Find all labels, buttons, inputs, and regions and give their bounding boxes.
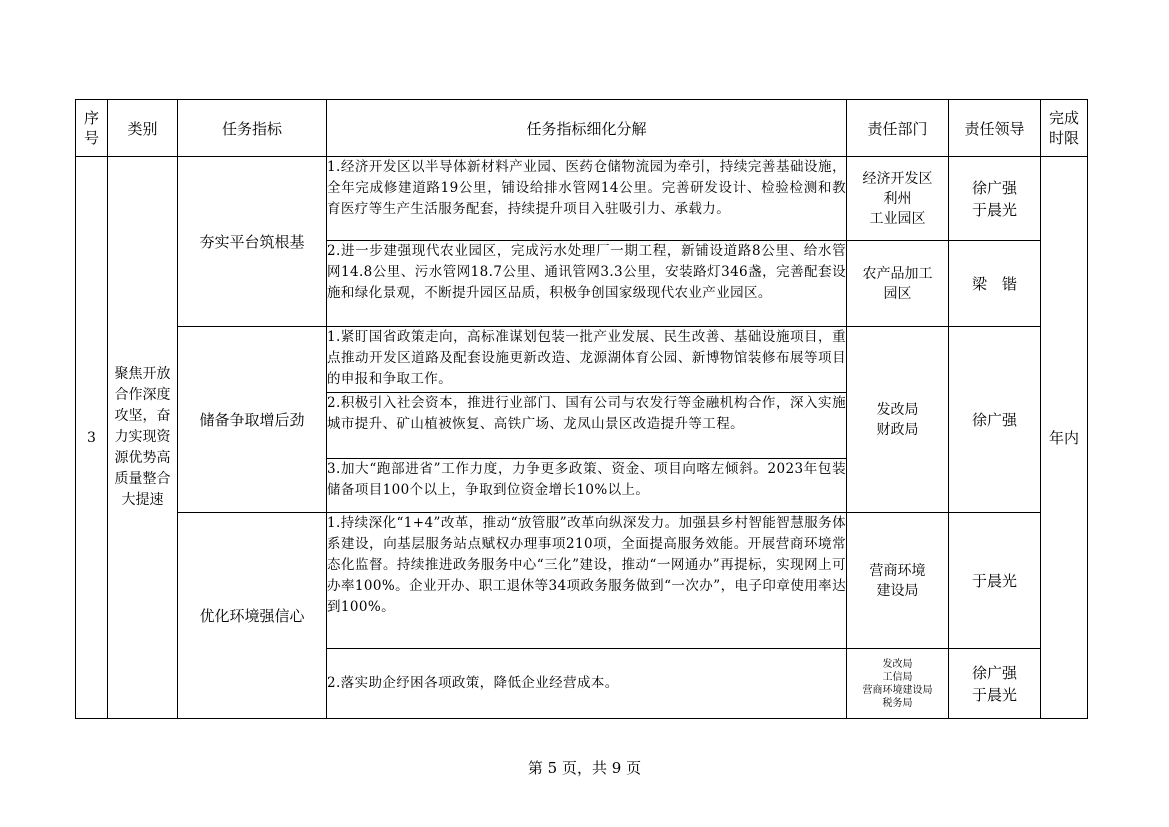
task-detail: 1.紧盯国省政策走向，高标准谋划包装一批产业发展、民生改善、基础设施项目，重点推动开发区道路及配套设施更新改造、龙源湖体育公园、新博物馆装修布展等项目的申报和争取工作。 bbox=[327, 327, 847, 393]
dept-name: 经济开发区 bbox=[862, 170, 933, 187]
header-detail: 任务指标细化分解 bbox=[327, 100, 847, 157]
dept-name: 发改局 bbox=[882, 658, 913, 670]
dept-name: 发改局 bbox=[876, 401, 919, 418]
responsible-dept bbox=[847, 157, 949, 241]
page-number: 第 5 页，共 9 页 bbox=[527, 759, 642, 777]
task-indicator: 优化环境强信心 bbox=[178, 513, 327, 719]
task-table bbox=[75, 99, 1088, 719]
header-dept: 责任部门 bbox=[847, 100, 949, 157]
task-detail: 2.进一步建强现代农业园区，完成污水处理厂一期工程，新铺设道路8公里、给水管网14.8公里、污水管网18.7公里、通讯管网3.3公里，安装路灯346盏，完善配套设施和绿化景观，不断提升园区品质，积极争创国家级现代农业产业园区。 bbox=[327, 241, 847, 327]
header-seq: 序号 bbox=[76, 100, 108, 157]
dept-name: 建设局 bbox=[876, 582, 919, 599]
task-detail: 2.积极引入社会资本，推进行业部门、国有公司与农发行等金融机构合作，深入实施城市提升、矿山植被恢复、高铁广场、龙凤山景区改造提升等工程。 bbox=[327, 393, 847, 459]
dept-name: 利州 bbox=[883, 190, 912, 207]
responsible-dept bbox=[847, 513, 949, 649]
header-deadline: 完成时限 bbox=[1041, 100, 1088, 157]
task-indicator: 储备争取增后劲 bbox=[178, 327, 327, 513]
responsible-leader bbox=[949, 241, 1041, 327]
header-task: 任务指标 bbox=[178, 100, 327, 157]
header-category: 类别 bbox=[108, 100, 178, 157]
dept-name: 工信局 bbox=[882, 671, 913, 683]
responsible-dept bbox=[847, 241, 949, 327]
table-row bbox=[76, 327, 1088, 393]
dept-name: 园区 bbox=[883, 285, 912, 302]
responsible-dept bbox=[847, 649, 949, 719]
responsible-leader bbox=[949, 327, 1041, 513]
row-category: 聚焦开放合作深度攻坚，奋力实现资源优势高质量整合大提速 bbox=[108, 157, 178, 719]
row-deadline: 年内 bbox=[1041, 157, 1088, 719]
row-seq: 3 bbox=[76, 157, 108, 719]
task-detail: 1.持续深化“1+4”改革，推动“放管服”改革向纵深发力。加强县乡村智能智慧服务体系建设，向基层服务站点赋权办理事项210项，全面提高服务效能。开展营商环境常态化监督。持续推进政务服务中心“三化”建设，推动“一网通办”再提标，实现网上可办率100%。企业开办、职工退休等34项政务服务做到“一次办”，电子印章使用率达到100%。 bbox=[327, 513, 847, 649]
table-row bbox=[76, 513, 1088, 649]
leader-name: 徐广强 bbox=[971, 410, 1017, 429]
dept-name: 财政局 bbox=[876, 421, 919, 438]
dept-name: 税务局 bbox=[882, 697, 913, 709]
leader-name: 于晨光 bbox=[971, 571, 1017, 590]
table-row bbox=[76, 157, 1088, 241]
dept-name: 农产品加工 bbox=[862, 265, 933, 282]
dept-name: 工业园区 bbox=[869, 210, 926, 227]
responsible-dept bbox=[847, 327, 949, 513]
leader-name: 梁 锴 bbox=[971, 274, 1017, 293]
responsible-leader bbox=[949, 649, 1041, 719]
responsible-leader bbox=[949, 513, 1041, 649]
leader-name: 于晨光 bbox=[971, 685, 1017, 704]
task-detail: 2.落实助企纾困各项政策，降低企业经营成本。 bbox=[327, 649, 847, 719]
responsible-leader bbox=[949, 157, 1041, 241]
leader-name: 徐广强 bbox=[971, 178, 1017, 197]
header-leader: 责任领导 bbox=[949, 100, 1041, 157]
leader-name: 于晨光 bbox=[971, 200, 1017, 219]
header-row bbox=[76, 100, 1088, 157]
task-detail: 3.加大“跑部进省”工作力度，力争更多政策、资金、项目向喀左倾斜。2023年包装储备项目100个以上，争取到位资金增长10%以上。 bbox=[327, 459, 847, 513]
task-indicator: 夯实平台筑根基 bbox=[178, 157, 327, 327]
leader-name: 徐广强 bbox=[971, 663, 1017, 682]
task-detail: 1.经济开发区以半导体新材料产业园、医药仓储物流园为牵引，持续完善基础设施，全年完成修建道路19公里，铺设给排水管网14公里。完善研发设计、检验检测和教育医疗等生产生活服务配套，持续提升项目入驻吸引力、承载力。 bbox=[327, 157, 847, 241]
dept-name: 营商环境建设局 bbox=[862, 684, 933, 696]
dept-name: 营商环境 bbox=[869, 562, 926, 579]
